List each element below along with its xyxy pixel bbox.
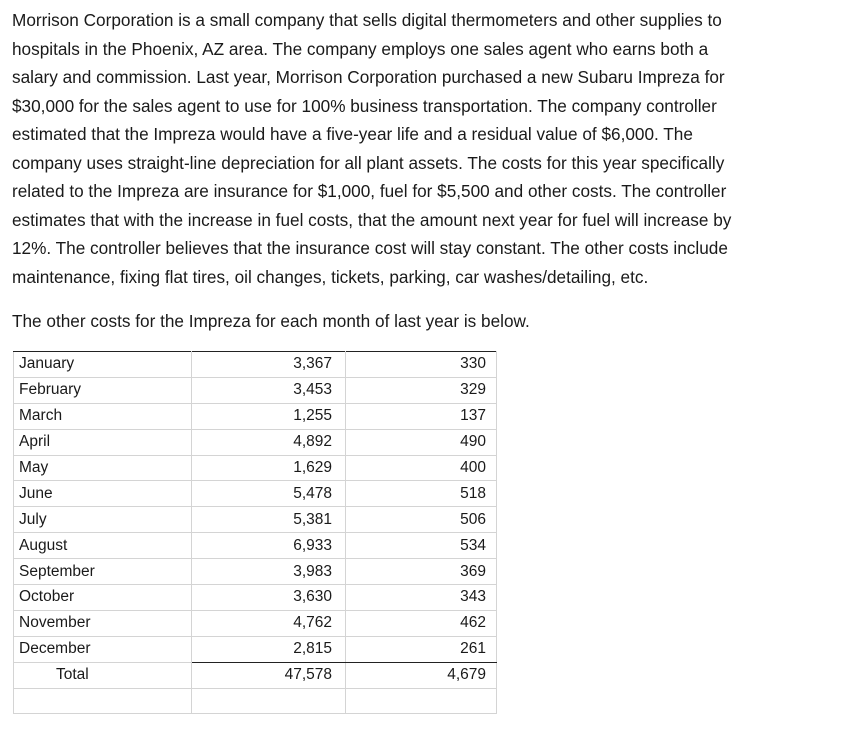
value-cell: 330 [346,352,497,378]
table-row [14,429,497,455]
value-cell: 2,815 [192,636,346,662]
month-cell: April [14,429,192,455]
empty-cell [192,688,346,714]
value-cell: 5,478 [192,481,346,507]
value-cell: 329 [346,377,497,403]
description-line: related to the Impreza are insurance for $1,000, fuel for $5,500 and other costs. The controller [12,181,727,201]
value-cell: 462 [346,610,497,636]
table-row [14,507,497,533]
table-intro: The other costs for the Impreza for each month of last year is below. [12,311,530,331]
value-cell: 4,762 [192,610,346,636]
empty-row [14,688,497,714]
value-cell: 343 [346,585,497,611]
table-row [14,585,497,611]
value-cell: 4,892 [192,429,346,455]
table-row [14,403,497,429]
total-row [14,662,497,688]
value-cell: 518 [346,481,497,507]
empty-cell [14,688,192,714]
description-line: hospitals in the Phoenix, AZ area. The company employs one sales agent who earns both a [12,38,709,59]
value-cell: 400 [346,455,497,481]
month-cell: March [14,403,192,429]
total-value: 47,578 [192,662,346,688]
month-cell: January [14,352,192,378]
value-cell: 3,453 [192,377,346,403]
value-cell: 261 [346,636,497,662]
description-line: Morrison Corporation is a small company that sells digital thermometers and other supplies to [12,10,722,30]
total-label: Total [14,662,192,688]
description-line: salary and commission. Last year, Morrison Corporation purchased a new Subaru Impreza for [12,67,725,87]
problem-description [12,6,858,291]
month-cell: July [14,507,192,533]
total-value: 4,679 [346,662,497,688]
description-line: estimates that with the increase in fuel costs, that the amount next year for fuel will increase by [12,209,732,230]
value-cell: 137 [346,403,497,429]
description-line: company uses straight-line depreciation for all plant assets. The costs for this year specifically [12,152,725,173]
empty-cell [346,688,497,714]
value-cell: 490 [346,429,497,455]
table-row [14,610,497,636]
value-cell: 1,629 [192,455,346,481]
description-line: maintenance, fixing flat tires, oil changes, tickets, parking, car washes/detailing, etc. [12,266,649,287]
table-row [14,559,497,585]
month-cell: February [14,377,192,403]
value-cell: 534 [346,533,497,559]
table-row [14,377,497,403]
month-cell: August [14,533,192,559]
table-row [14,533,497,559]
table-row [14,455,497,481]
table-row [14,481,497,507]
description-line: $30,000 for the sales agent to use for 100% business transportation. The company controller [12,95,717,116]
table-row [14,352,497,378]
month-cell: September [14,559,192,585]
table-row [14,636,497,662]
value-cell: 3,983 [192,559,346,585]
value-cell: 1,255 [192,403,346,429]
month-cell: May [14,455,192,481]
value-cell: 3,367 [192,352,346,378]
month-cell: October [14,585,192,611]
value-cell: 506 [346,507,497,533]
month-cell: June [14,481,192,507]
value-cell: 6,933 [192,533,346,559]
description-line: estimated that the Impreza would have a five-year life and a residual value of $6,000. The [12,124,693,144]
description-line: 12%. The controller believes that the insurance cost will stay constant. The other costs include [12,238,728,258]
month-cell: November [14,610,192,636]
value-cell: 5,381 [192,507,346,533]
month-cell: December [14,636,192,662]
monthly-costs-table [13,351,497,714]
value-cell: 3,630 [192,585,346,611]
value-cell: 369 [346,559,497,585]
